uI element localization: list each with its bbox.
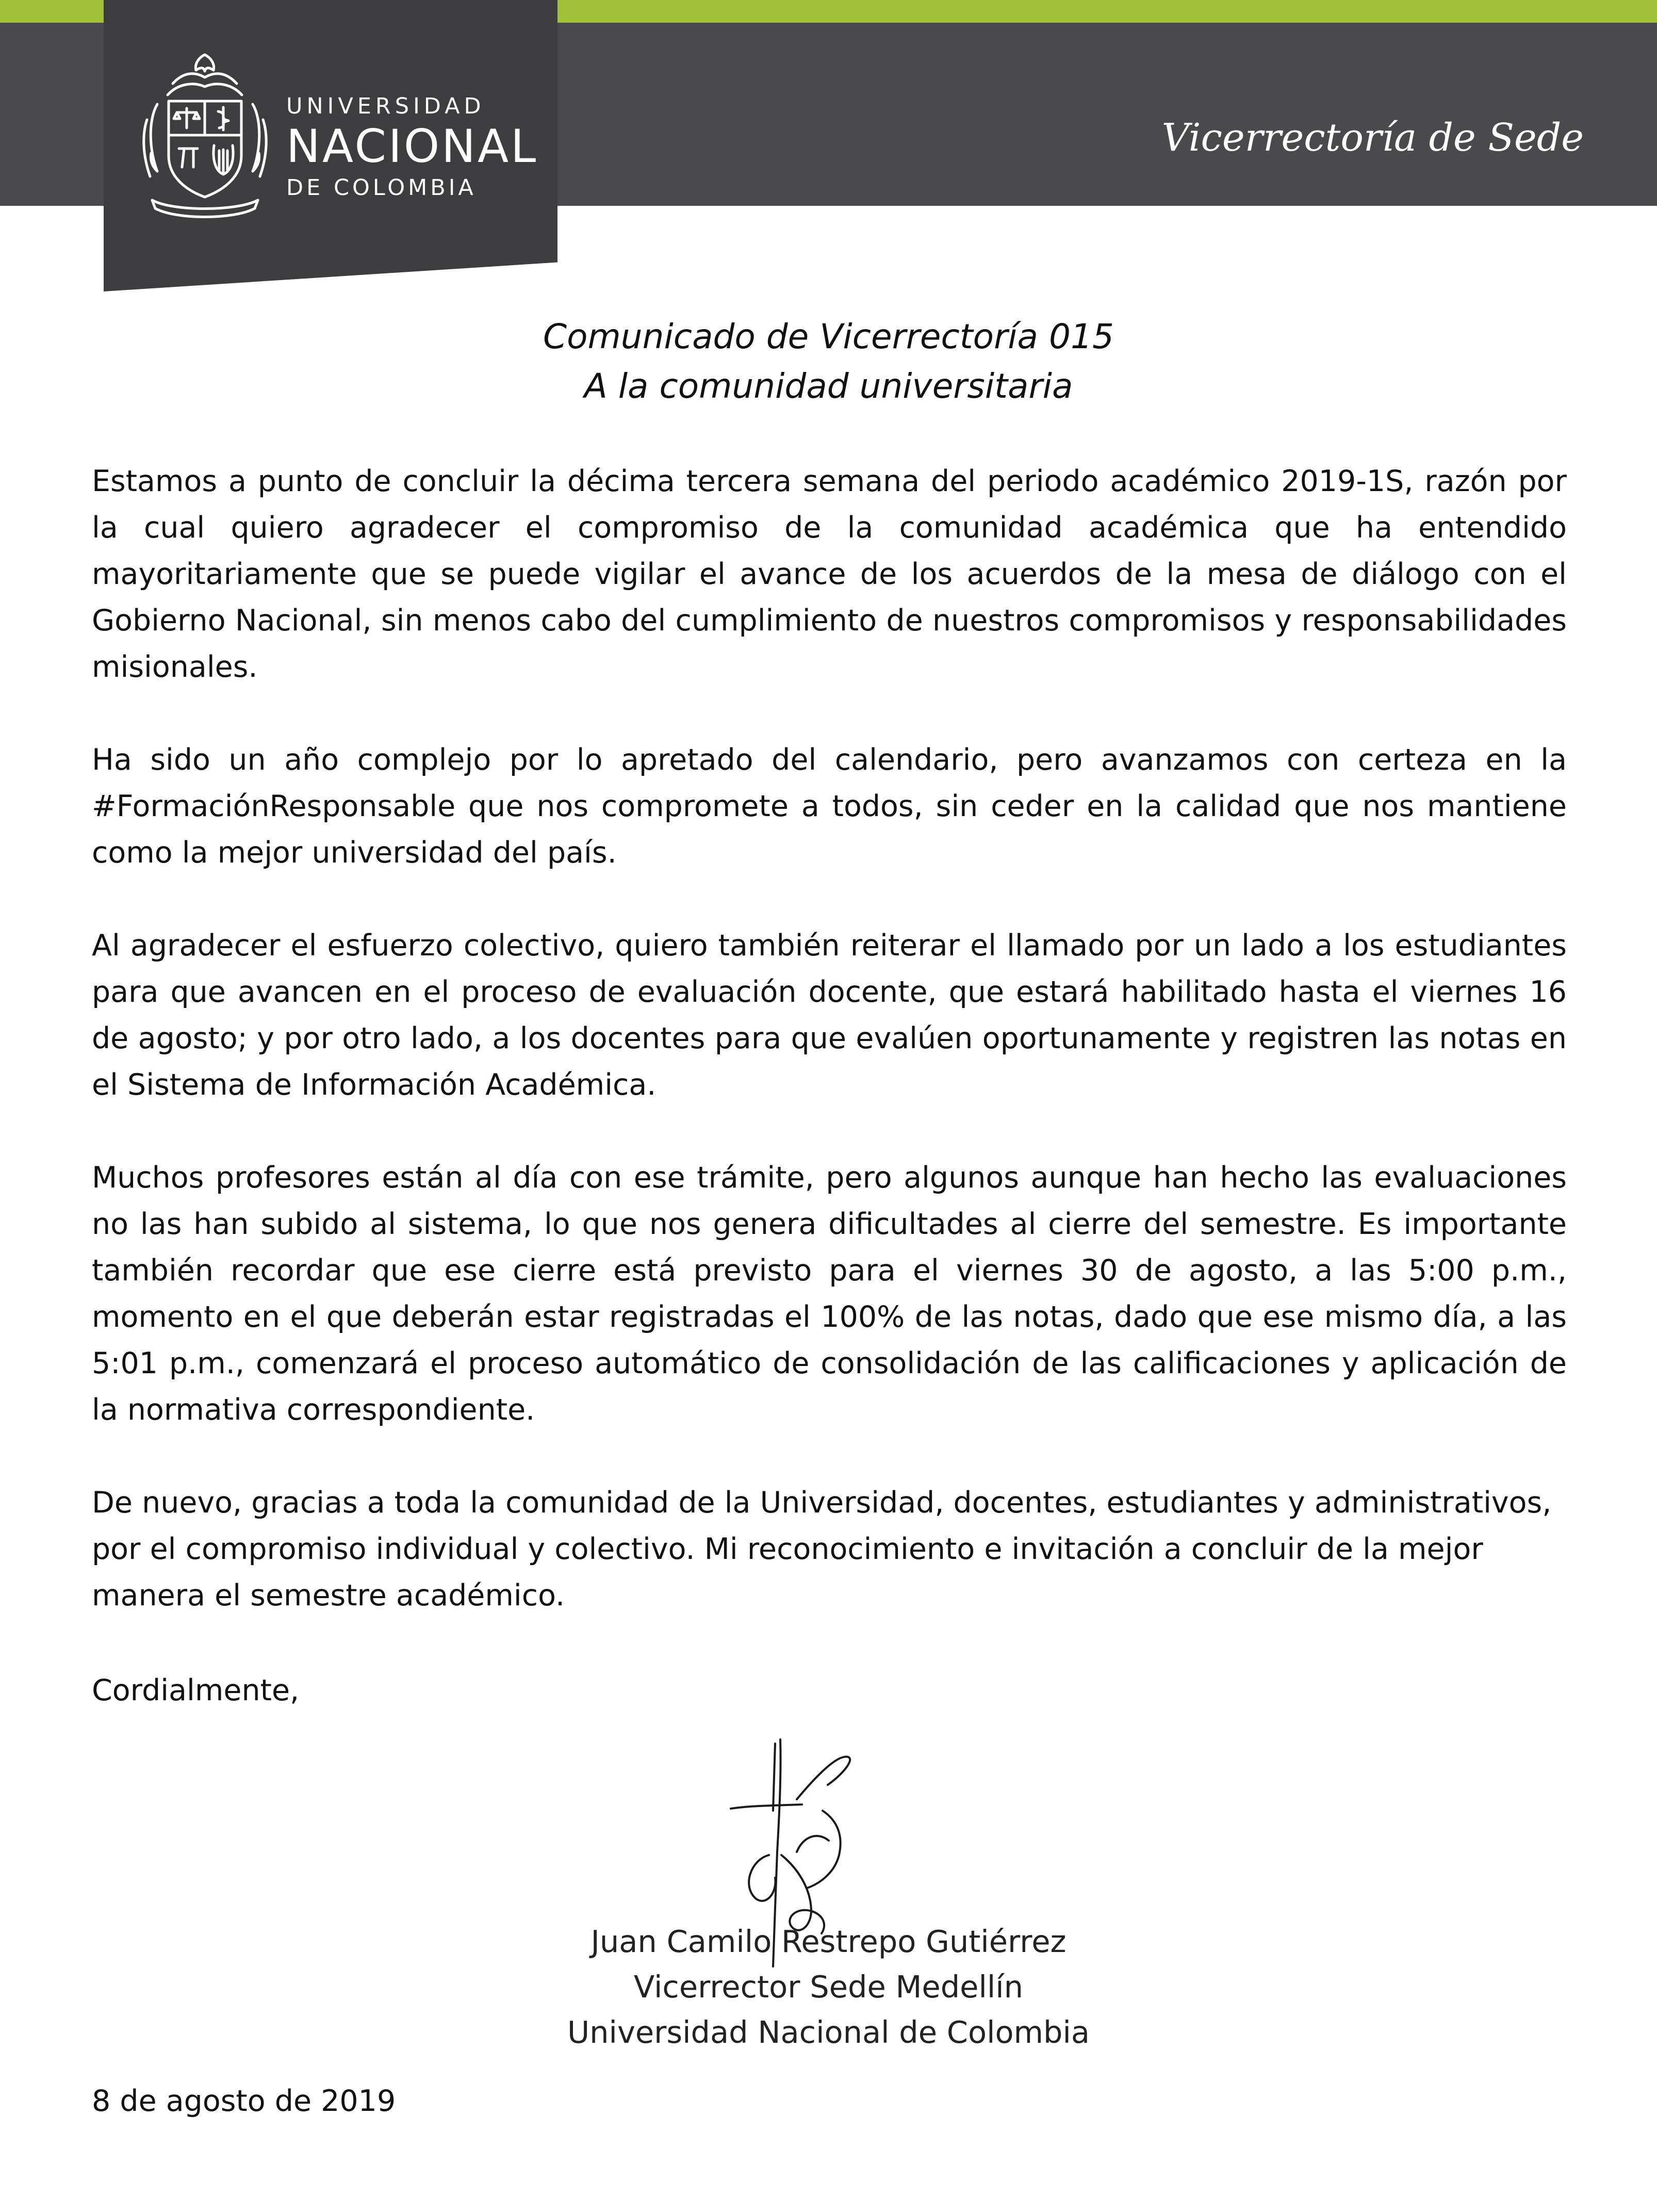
document-title-line-2: A la comunidad universitaria — [584, 366, 1073, 406]
document-title — [0, 312, 1657, 411]
logo-line-de-colombia: DE COLOMBIA — [286, 175, 477, 201]
closing-salutation: Cordialmente, — [92, 1673, 300, 1707]
document-date: 8 de agosto de 2019 — [92, 2084, 396, 2118]
signer-institution: Universidad Nacional de Colombia — [567, 2014, 1090, 2050]
logo-line-nacional: NACIONAL — [286, 120, 538, 173]
body-paragraph-4: Muchos profesores están al día con ese trámite, pero algunos aunque han hecho las evaluaciones no las han subido al sistema, lo que nos genera dificultades al cierre del semestre. Es importante también recordar que ese cierre está previsto para el viernes 30 de agosto, a las 5:00 p.m., momento en el que deberán estar registradas el 100% de las notas, dado que ese mismo día, a las 5:01 p.m., comenzará el proceso automático de consolidación de las calificaciones y aplicación de la normativa correspondiente. — [92, 1161, 1567, 1427]
letter-body — [92, 458, 1567, 1665]
office-title: Vicerrectoría de Sede — [1161, 116, 1584, 160]
document-title-line-1: Comunicado de Vicerrectoría 015 — [543, 317, 1114, 356]
body-paragraph-3: Al agradecer el esfuerzo colectivo, quiero también reiterar el llamado por un lado a los estudiantes para que avancen en el proceso de evaluación docente, que estará habilitado hasta el viernes 16 de agosto; y por otro lado, a los docentes para que evalúen oportunamente y registren las notas en el Sistema de Información Académica. — [92, 929, 1567, 1102]
body-paragraph-2: Ha sido un año complejo por lo apretado del calendario, pero avanzamos con certeza en la #FormaciónResponsable que nos compromete a todos, sin ceder en la calidad que nos mantiene como la mejor universidad del país. — [92, 743, 1567, 870]
university-logo-text — [286, 92, 538, 203]
logo-line-universidad: UNIVERSIDAD — [286, 93, 485, 119]
body-paragraph-5: De nuevo, gracias a toda la comunidad de la Universidad, docentes, estudiantes y administrativos, por el compromiso individual y colectivo. Mi reconocimiento e invitación a concluir de la mejor manera el semestre académico. — [92, 1486, 1552, 1613]
signer-role: Vicerrector Sede Medellín — [633, 1969, 1024, 2005]
signer-name: Juan Camilo Restrepo Gutiérrez — [590, 1924, 1067, 1959]
signature-block — [0, 1919, 1657, 2055]
university-crest-icon — [137, 47, 273, 223]
body-paragraph-1: Estamos a punto de concluir la décima tercera semana del periodo académico 2019-1S, razón por la cual quiero agradecer el compromiso de la comunidad académica que ha entendido mayoritariamente que se puede vigilar el avance de los acuerdos de la mesa de diálogo con el Gobierno Nacional, sin menos cabo del cumplimiento de nuestros compromisos y responsabilidades misionales. — [92, 464, 1567, 684]
